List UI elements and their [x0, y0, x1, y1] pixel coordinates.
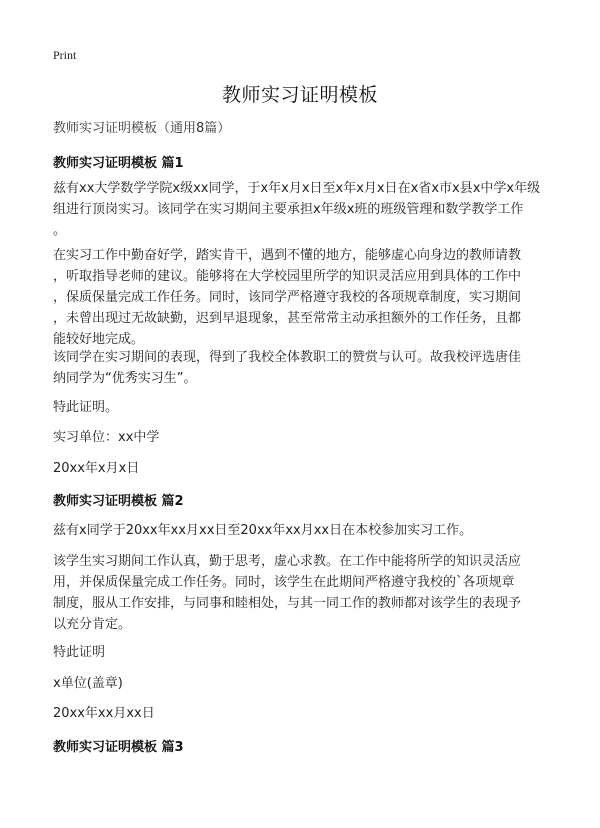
paragraph: [53, 551, 553, 635]
text-line: 能较好地完成。: [53, 332, 145, 347]
text-line: 特此证明: [53, 645, 106, 660]
text-line: 兹有x同学于20xx年xx月xx日至20xx年xx月xx日在本校参加实习工作。: [53, 523, 473, 538]
text-line: 该学生实习期间工作认真，勤于思考，虚心求教。在工作中能将所学的知识灵活应: [53, 554, 522, 569]
paragraph: [53, 520, 553, 541]
text-line: 兹有xx大学数学学院x级xx同学，于x年x月x日至x年x月x日在x省x市x县x中学x年级: [53, 181, 541, 196]
text-line: 制度，服从工作安排，与同事和睦相处，与其一同工作的教师都对该学生的表现予: [53, 596, 522, 611]
text-line: 实习单位：xx中学: [53, 430, 160, 445]
paragraph: [53, 245, 553, 350]
text-line: 20xx年x月x日: [53, 461, 140, 476]
section-heading-2: 教师实习证明模板 篇2: [53, 494, 184, 509]
text-line: 20xx年xx月xx日: [53, 706, 155, 721]
text-line: x单位(盖章): [53, 676, 123, 691]
paragraph: [53, 673, 553, 694]
paragraph: [53, 178, 553, 241]
text-line: ，保质保量完成工作任务。同时，该同学严格遵守我校的各项规章制度，实习期间: [53, 290, 522, 305]
print-label: Print: [53, 48, 77, 62]
section-heading-3: 教师实习证明模板 篇3: [53, 740, 184, 755]
text-line: ，听取指导老师的建议。能够将在大学校园里所学的知识灵活应用到具体的工作中: [53, 269, 522, 284]
text-line: 该同学在实习期间的表现，得到了我校全体教职工的赞赏与认可。故我校评选唐佳: [53, 350, 522, 365]
text-line: ，未曾出现过无故缺勤，迟到早退现象，甚至常常主动承担额外的工作任务，且都: [53, 311, 522, 326]
paragraph: [53, 458, 553, 479]
text-line: 。: [53, 223, 67, 238]
text-line: 以充分肯定。: [53, 617, 132, 632]
paragraph: [53, 397, 553, 418]
section-heading-1: 教师实习证明模板 篇1: [53, 156, 184, 171]
text-line: 在实习工作中勤奋好学，踏实肯干，遇到不懂的地方，能够虚心向身边的教师请教: [53, 248, 522, 263]
paragraph: [53, 427, 553, 448]
text-line: 组进行顶岗实习。该同学在实习期间主要承担x年级x班的班级管理和数学教学工作: [53, 202, 524, 217]
text-line: 特此证明。: [53, 400, 119, 415]
document-subtitle: 教师实习证明模板（通用8篇）: [53, 121, 231, 136]
paragraph: [53, 347, 553, 389]
text-line: 用，并保质保量完成工作任务。同时，该学生在此期间严格遵守我校的`各项规章: [53, 575, 515, 590]
text-line: 纳同学为“优秀实习生”。: [53, 371, 197, 386]
paragraph: [53, 703, 553, 724]
paragraph: [53, 642, 553, 663]
document-title: 教师实习证明模板: [221, 84, 378, 106]
